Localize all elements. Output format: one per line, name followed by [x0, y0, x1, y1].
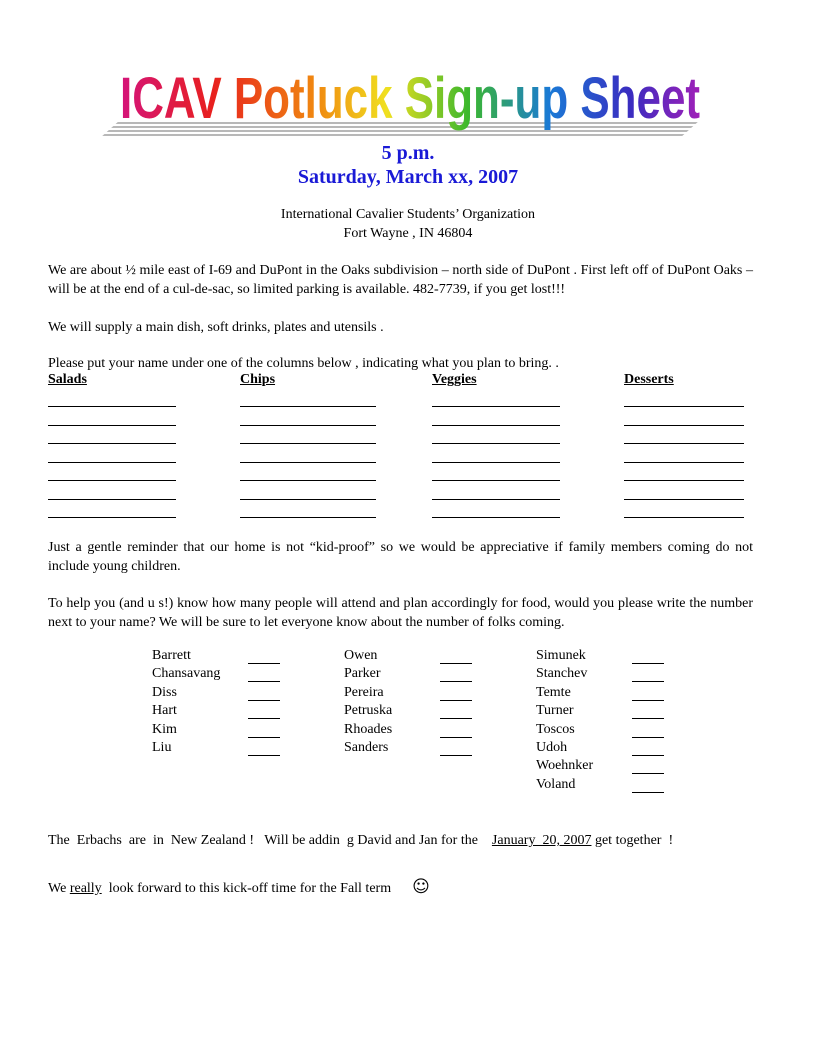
signup-blank-line[interactable] — [240, 462, 376, 463]
family-name: Kim — [152, 721, 177, 737]
signup-blank-line[interactable] — [624, 406, 744, 407]
signup-blank-line[interactable] — [240, 443, 376, 444]
family-name: Liu — [152, 740, 172, 755]
erbach-note-end: get together ! — [591, 833, 674, 848]
signup-blank-line[interactable] — [48, 425, 176, 426]
headcount-blank[interactable] — [248, 681, 280, 682]
headcount-blank[interactable] — [248, 663, 280, 664]
headcount-blank[interactable] — [632, 737, 664, 738]
signup-blank-line[interactable] — [48, 480, 176, 481]
headcount-blank[interactable] — [248, 718, 280, 719]
signup-blank-line[interactable] — [432, 499, 560, 500]
family-name: Temte — [536, 684, 571, 700]
headcount-blank[interactable] — [440, 755, 472, 756]
erbach-date: January 20, 2007 — [491, 833, 592, 848]
family-name: Udoh — [536, 740, 568, 755]
smiley-icon: ☺ — [412, 877, 430, 897]
headcount-blank[interactable] — [248, 737, 280, 738]
family-name: Diss — [152, 684, 177, 700]
family-name: Stanchev — [536, 666, 588, 682]
closing-emphasis: really — [69, 881, 102, 896]
signup-blank-line[interactable] — [432, 462, 560, 463]
signup-blank-line[interactable] — [240, 406, 376, 407]
family-name: Hart — [152, 703, 177, 719]
signup-blank-line[interactable] — [624, 425, 744, 426]
supply-paragraph: We will supply a main dish, soft drinks, plates and utensils . — [48, 320, 384, 335]
headcount-blank[interactable] — [632, 663, 664, 664]
signup-blank-line[interactable] — [48, 499, 176, 500]
organization-name: International Cavalier Students’ Organization — [280, 207, 536, 222]
column-header-chips: Chips — [240, 372, 276, 387]
family-name: Petruska — [344, 703, 393, 719]
closing-text: look forward to this kick-off time for the Fall term — [101, 881, 413, 896]
headcount-list — [0, 648, 816, 808]
headcount-blank[interactable] — [632, 773, 664, 774]
headcount-blank[interactable] — [248, 755, 280, 756]
signup-blank-line[interactable] — [432, 480, 560, 481]
signup-blank-line[interactable] — [240, 480, 376, 481]
closing-line — [48, 877, 768, 897]
event-date: Saturday, March xx, 2007 — [297, 166, 519, 188]
reminder-paragraph: Just a gentle reminder that our home is not “kid-proof” so we would be appreciative if family members coming do not include young children. — [48, 540, 753, 574]
family-name: Chansavang — [152, 666, 221, 682]
signup-blank-line[interactable] — [48, 406, 176, 407]
family-name: Simunek — [536, 648, 586, 663]
event-location: Fort Wayne , IN 46804 — [343, 226, 473, 241]
page-title: ICAV Potluck Sign-up Sheet — [120, 66, 700, 131]
family-name: Barrett — [152, 648, 191, 663]
event-time: 5 p.m. — [381, 142, 435, 164]
signup-blank-line[interactable] — [240, 517, 376, 518]
family-name: Voland — [536, 776, 576, 792]
signup-table — [0, 372, 816, 522]
family-name: Toscos — [536, 721, 575, 737]
family-name: Pereira — [344, 684, 384, 700]
erbach-note-text: The Erbachs are in New Zealand ! Will be addin g David and Jan for the — [48, 833, 492, 848]
directions-paragraph: We are about ½ mile east of I-69 and DuPont in the Oaks subdivision – north side of DuPont . First left off of DuPont Oaks – will be at the end of a cul-de-sac, so limited parking is available. 482-7739, if you get lost!!! — [48, 263, 753, 297]
family-name: Rhoades — [344, 721, 393, 737]
headcount-blank[interactable] — [440, 681, 472, 682]
instructions-paragraph: Please put your name under one of the columns below , indicating what you plan to bring. . — [48, 356, 559, 371]
signup-blank-line[interactable] — [624, 443, 744, 444]
signup-blank-line[interactable] — [432, 517, 560, 518]
headcount-paragraph: To help you (and u s!) know how many people will attend and plan accordingly for food, would you please write the number next to your name? We will be sure to let everyone know about the number of folks coming. — [48, 596, 753, 630]
headcount-blank[interactable] — [632, 755, 664, 756]
signup-blank-line[interactable] — [240, 425, 376, 426]
signup-blank-line[interactable] — [624, 499, 744, 500]
family-name: Turner — [536, 703, 574, 719]
headcount-blank[interactable] — [440, 718, 472, 719]
headcount-blank[interactable] — [440, 663, 472, 664]
headcount-blank[interactable] — [440, 737, 472, 738]
signup-blank-line[interactable] — [432, 443, 560, 444]
signup-blank-line[interactable] — [624, 517, 744, 518]
family-name: Sanders — [344, 740, 389, 755]
signup-blank-line[interactable] — [48, 517, 176, 518]
signup-blank-line[interactable] — [240, 499, 376, 500]
headcount-blank[interactable] — [632, 681, 664, 682]
headcount-blank[interactable] — [632, 718, 664, 719]
signup-blank-line[interactable] — [48, 462, 176, 463]
column-header-veggies: Veggies — [432, 372, 477, 387]
headcount-blank[interactable] — [248, 700, 280, 701]
signup-blank-line[interactable] — [624, 462, 744, 463]
title-banner — [100, 58, 720, 142]
signup-blank-line[interactable] — [432, 406, 560, 407]
signup-blank-line[interactable] — [48, 443, 176, 444]
column-header-salads: Salads — [48, 372, 87, 387]
signup-blank-line[interactable] — [624, 480, 744, 481]
headcount-blank[interactable] — [632, 700, 664, 701]
family-name: Owen — [344, 648, 378, 663]
erbach-note — [48, 833, 768, 849]
title-wordart — [100, 58, 720, 142]
family-name: Woehnker — [536, 758, 594, 774]
closing-text-start: We — [48, 881, 70, 896]
headcount-blank[interactable] — [440, 700, 472, 701]
signup-blank-line[interactable] — [432, 425, 560, 426]
column-header-desserts: Desserts — [624, 372, 674, 387]
headcount-blank[interactable] — [632, 792, 664, 793]
family-name: Parker — [344, 666, 381, 682]
